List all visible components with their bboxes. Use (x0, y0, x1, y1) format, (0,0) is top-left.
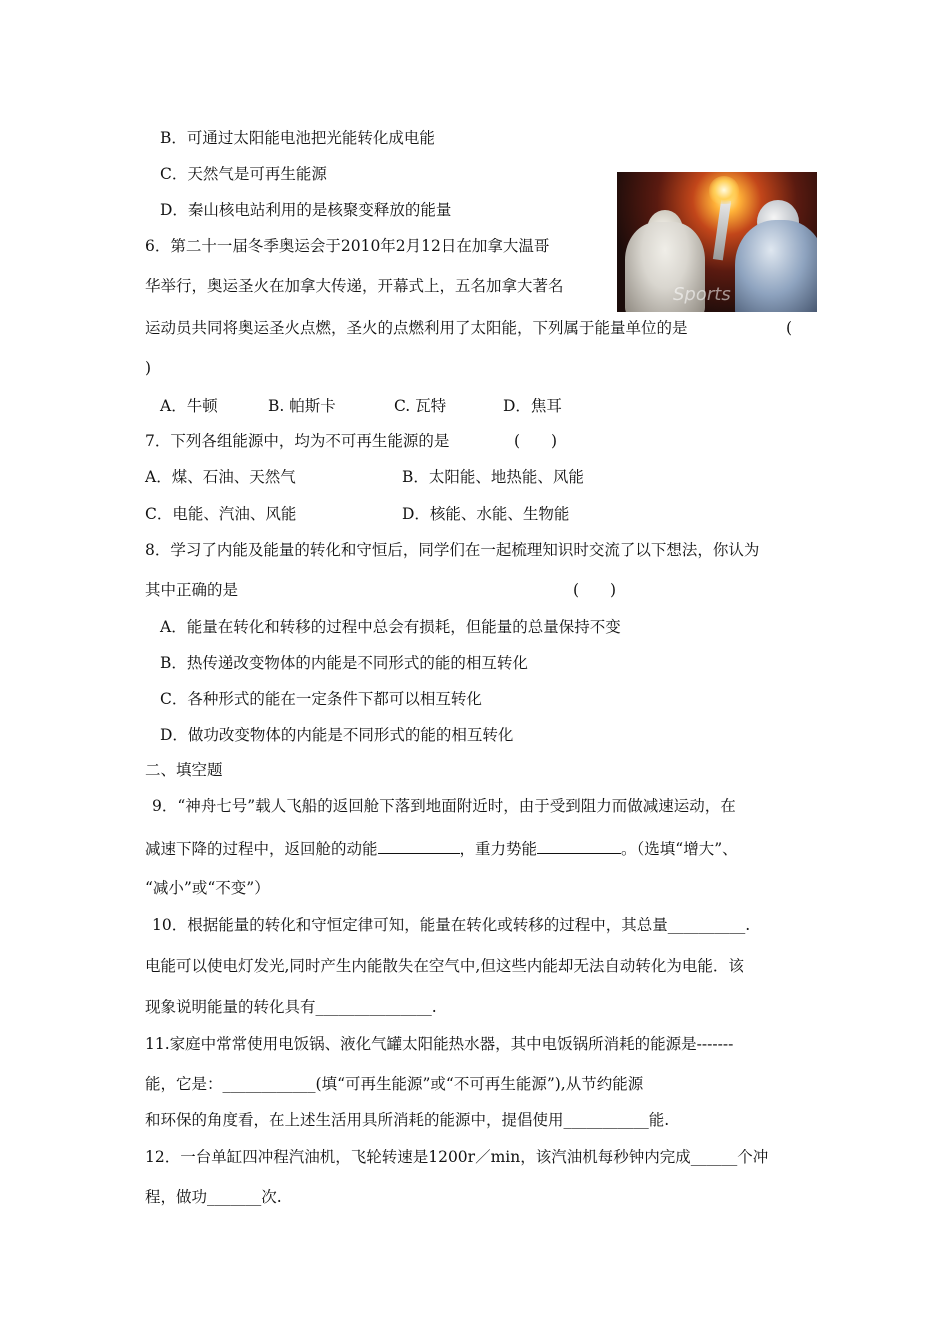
section-title-fill-blank: 二、填空题 (145, 761, 223, 779)
q9-blank-potential[interactable] (537, 837, 621, 854)
q10-blank-total[interactable]: __________ (667, 916, 746, 934)
q10-line-2: 电能可以使电灯发光,同时产生内能散失在空气中,但这些内能却无法自动转化为电能．该 (145, 957, 744, 975)
photo-watermark: Sports (673, 284, 731, 305)
q12-blank-strokes[interactable]: ______ (690, 1148, 738, 1166)
q11-line-2 (145, 1074, 643, 1094)
q11-blank-energy[interactable]: ___________ (563, 1111, 649, 1129)
q11-text-d: 能. (648, 1111, 670, 1129)
q11-line-1: 11.家庭中常常使用电饭锅、液化气罐太阳能热水器，其中电饭锅所消耗的能源是------- (145, 1035, 734, 1053)
q10-blank-direction[interactable]: _______________ (315, 998, 432, 1016)
q12-blank-work[interactable]: _______ (207, 1188, 262, 1206)
flame-icon (709, 176, 739, 204)
q6-option-d: D．焦耳 (503, 397, 562, 415)
q7-stem: 7．下列各组能源中，均为不可再生能源的是 (145, 432, 450, 450)
q6-option-c: C. 瓦特 (394, 397, 447, 415)
q10-text-b: . (745, 916, 751, 934)
q8-line-2: 其中正确的是 (145, 581, 239, 599)
q10-text-c: 现象说明能量的转化具有 (145, 998, 316, 1016)
q12-text-a: 12．一台单缸四冲程汽油机，飞轮转速是1200r／min，该汽油机每秒钟内完成 (145, 1148, 691, 1166)
q7-option-d: D．核能、水能、生物能 (402, 505, 570, 523)
q11-blank-renewable[interactable]: ____________ (222, 1075, 316, 1093)
q7-option-c: C．电能、汽油、风能 (145, 505, 297, 523)
q5-option-b: B．可通过太阳能电池把光能转化成电能 (160, 129, 435, 147)
q8-paren: ( ) (573, 581, 617, 599)
q9-line-3: “减小”或“不变”） (145, 879, 270, 897)
q6-line-2: 华举行，奥运圣火在加拿大传递，开幕式上，五名加拿大著名 (145, 277, 564, 295)
q6-line-1: 6．第二十一届冬季奥运会于2010年2月12日在加拿大温哥 (145, 237, 550, 255)
q10-text-a: 10．根据能量的转化和守恒定律可知，能量在转化或转移的过程中，其总量 (152, 916, 668, 934)
q9-text-b: ，重力势能 (459, 840, 538, 858)
q6-paren-close: ) (145, 359, 152, 377)
q7-option-a: A．煤、石油、天然气 (145, 468, 296, 486)
q5-option-d: D．秦山核电站利用的是核聚变释放的能量 (160, 201, 452, 219)
q6-line-3: 运动员共同将奥运圣火点燃，圣火的点燃利用了太阳能，下列属于能量单位的是 (145, 319, 688, 337)
q12-line-2 (145, 1187, 282, 1207)
q12-text-c: 程，做功 (145, 1188, 208, 1206)
q7-option-b: B．太阳能、地热能、风能 (402, 468, 584, 486)
q8-option-c: C．各种形式的能在一定条件下都可以相互转化 (160, 690, 482, 708)
q8-line-1: 8．学习了内能及能量的转化和守恒后，同学们在一起梳理知识时交流了以下想法，你认为 (145, 541, 760, 559)
q9-text-a: 减速下降的过程中，返回舱的动能 (145, 840, 378, 858)
q9-line-2 (145, 837, 738, 859)
q11-line-3 (145, 1110, 669, 1130)
q11-text-a: 能，它是： (145, 1075, 223, 1093)
q8-option-d: D．做功改变物体的内能是不同形式的能的相互转化 (160, 726, 514, 744)
q9-blank-kinetic[interactable] (378, 837, 460, 854)
olympic-torch-photo (617, 172, 817, 312)
q8-option-a: A．能量在转化和转移的过程中总会有损耗，但能量的总量保持不变 (160, 618, 621, 636)
q12-text-b: 个冲 (737, 1148, 769, 1166)
q7-paren: ( ) (514, 432, 558, 450)
q12-text-d: 次. (261, 1188, 282, 1206)
q10-line-1 (152, 915, 750, 935)
q11-text-c: 和环保的角度看，在上述生活用具所消耗的能源中，提倡使用 (145, 1111, 564, 1129)
q6-option-b: B. 帕斯卡 (268, 397, 336, 415)
q12-line-1 (145, 1147, 768, 1167)
q6-paren-open: ( (786, 319, 793, 337)
q9-line-1: 9．“神舟七号”载人飞船的返回舱下落到地面附近时，由于受到阻力而做减速运动，在 (152, 797, 736, 815)
q6-option-a: A．牛顿 (160, 397, 218, 415)
q8-option-b: B．热传递改变物体的内能是不同形式的能的相互转化 (160, 654, 528, 672)
q10-line-3 (145, 997, 437, 1017)
q10-text-d: . (431, 998, 437, 1016)
q11-text-b: (填“可再生能源”或“不可再生能源”),从节约能源 (315, 1075, 644, 1093)
q9-text-c: 。（选填“增大”、 (621, 840, 738, 858)
q5-option-c: C．天然气是可再生能源 (160, 165, 327, 183)
